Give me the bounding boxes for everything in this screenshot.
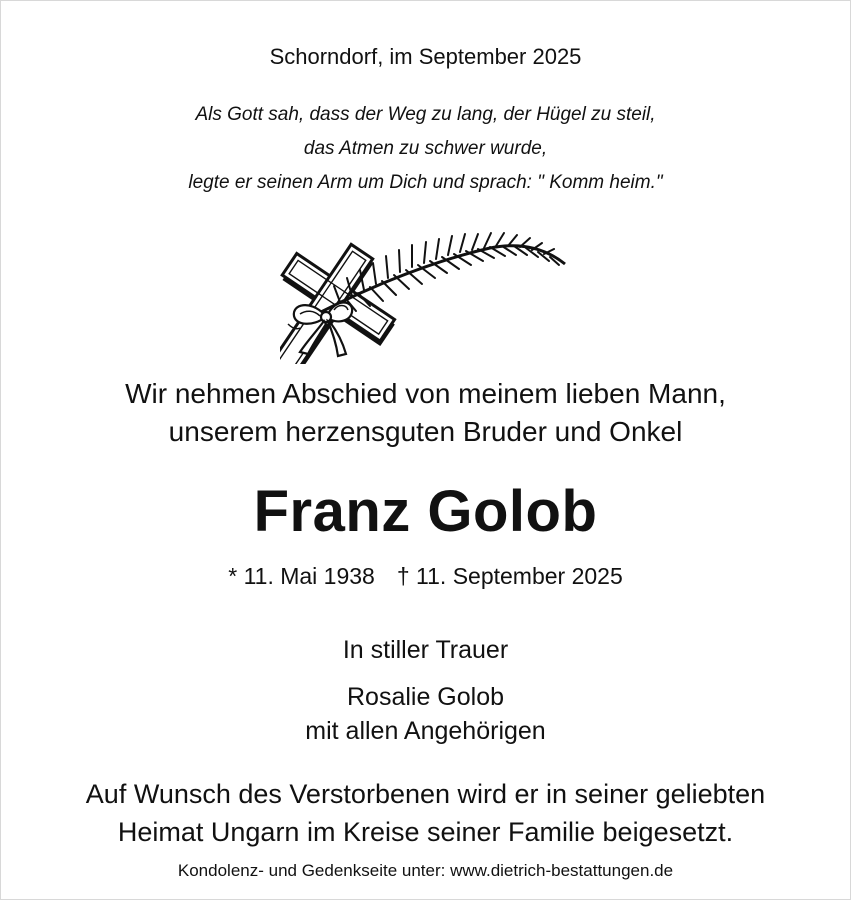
announcement-line-2: unserem herzensguten Bruder und Onkel — [168, 416, 683, 447]
verse-line-2: das Atmen zu schwer wurde, — [303, 138, 548, 159]
deceased-name: Franz Golob — [253, 479, 598, 544]
burial-notice-line-1: Auf Wunsch des Verstorbenen wird er in seiner geliebten — [85, 779, 766, 809]
mourning-heading: In stiller Trauer — [342, 636, 509, 664]
place-date: Schorndorf, im September 2025 — [269, 44, 582, 69]
burial-notice-line-2: Heimat Ungarn im Kreise seiner Familie beigesetzt. — [117, 817, 734, 847]
life-dates — [0, 563, 851, 590]
verse-line-1: Als Gott sah, dass der Weg zu lang, der Hügel zu steil, — [195, 104, 656, 125]
condolence-link[interactable]: Kondolenz- und Gedenkseite unter: www.dietrich-bestattungen.de — [177, 861, 674, 880]
mourner-family: mit allen Angehörigen — [305, 717, 546, 745]
birth-date: * 11. Mai 1938 — [228, 563, 375, 589]
announcement-line-1: Wir nehmen Abschied von meinem lieben Mann, — [125, 378, 726, 409]
cross-with-palm-branch-icon — [280, 214, 570, 364]
mourner-name: Rosalie Golob — [346, 683, 505, 711]
death-date: † 11. September 2025 — [396, 563, 623, 589]
verse-line-3: legte er seinen Arm um Dich und sprach: " Komm heim." — [188, 172, 663, 193]
